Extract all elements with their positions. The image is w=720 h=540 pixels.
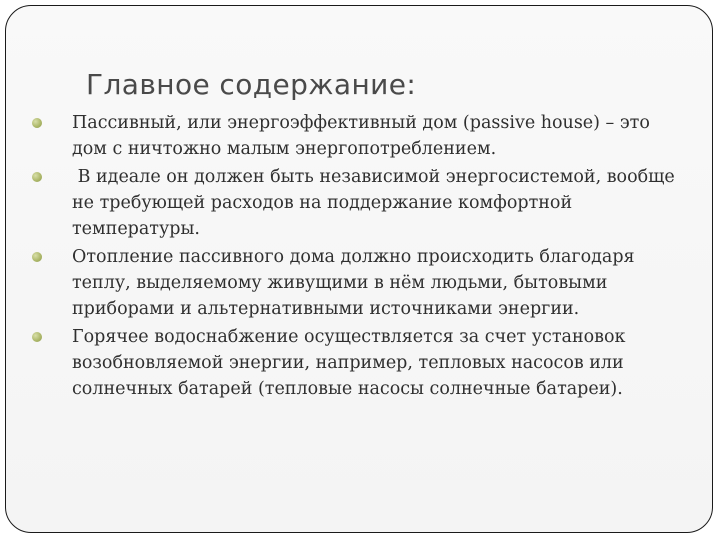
bullet-text: Горячее водоснабжение осуществляется за счет установок возобновляемой энергии, например, тепловых насосов или солнечных батарей (тепловые насосы солнечные батареи). — [72, 327, 626, 399]
list-item — [30, 164, 690, 242]
bullet-text: Отопление пассивного дома должно происходить благодаря теплу, выделяемому живущими в нём людьми, бытовыми приборами и альтернативными источниками энергии. — [72, 247, 635, 319]
bullet-dot-icon — [32, 118, 42, 128]
bullet-text: Пассивный, или энергоэффективный дом (passive house) – это дом с ничтожно малым энергопотреблением. — [72, 113, 650, 159]
list-item — [30, 110, 690, 162]
slide-frame — [5, 5, 713, 533]
bullet-text: В идеале он должен быть независимой энергосистемой, вообще не требующей расходов на поддержание комфортной температуры. — [72, 167, 681, 239]
list-item — [30, 324, 690, 402]
slide-title: Главное содержание: — [86, 68, 417, 101]
bullet-dot-icon — [32, 172, 42, 182]
list-item — [30, 244, 690, 322]
bullet-dot-icon — [32, 332, 42, 342]
bullet-list — [30, 110, 690, 402]
bullet-dot-icon — [32, 252, 42, 262]
